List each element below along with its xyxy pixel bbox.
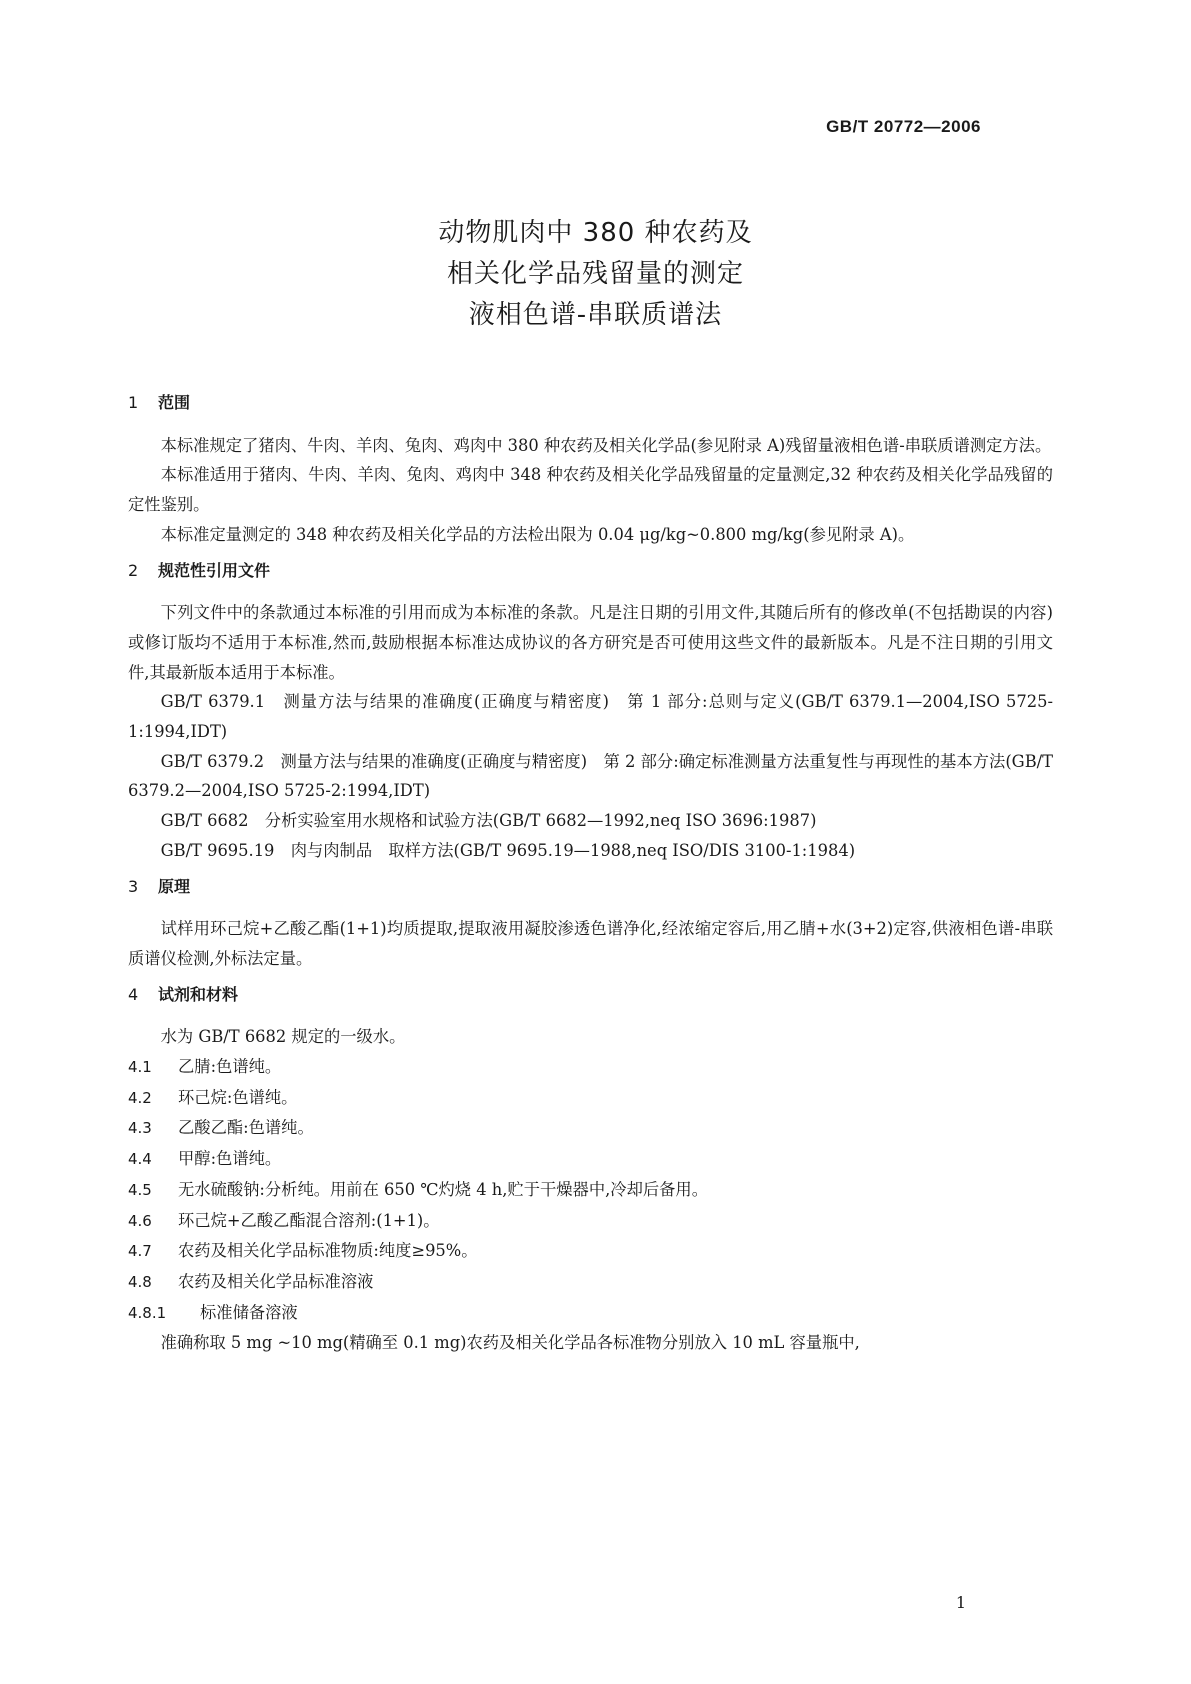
page-number: 1 — [955, 1593, 966, 1612]
title-line-1: 动物肌肉中 380 种农药及 — [438, 218, 753, 248]
list-item-4-3 — [128, 1113, 1053, 1144]
item-number: 4.3 — [128, 1119, 152, 1138]
paragraph: 本标准定量测定的 348 种农药及相关化学品的方法检出限为 0.04 μg/kg~0.800 mg/kg(参见附录 A)。 — [160, 524, 915, 544]
normative-reference: GB/T 6379.2 测量方法与结果的准确度(正确度与精密度) 第 2 部分:确定标准测量方法重复性与再现性的基本方法(GB/T 6379.2—2004,ISO 5725-2:1994,IDT) — [128, 751, 1053, 801]
paragraph: 准确称取 5 mg ~10 mg(精确至 0.1 mg)农药及相关化学品各标准物分别放入 10 mL 容量瓶中, — [160, 1333, 860, 1353]
normative-reference: GB/T 6379.1 测量方法与结果的准确度(正确度与精密度) 第 1 部分:总则与定义(GB/T 6379.1—2004,ISO 5725-1:1994,IDT) — [128, 692, 1053, 742]
title-line-2: 相关化学品残留量的测定 — [446, 259, 744, 289]
section-number: 4 — [128, 984, 139, 1004]
list-item-4-6 — [128, 1206, 1053, 1237]
item-number: 4.5 — [128, 1180, 152, 1199]
normative-reference: GB/T 9695.19 肉与肉制品 取样方法(GB/T 9695.19—1988,neq ISO/DIS 3100-1:1984) — [160, 840, 856, 860]
list-item-4-1 — [128, 1052, 1053, 1083]
list-item-4-2 — [128, 1083, 1053, 1114]
paragraph: 试样用环己烷+乙酸乙酯(1+1)均质提取,提取液用凝胶渗透色谱净化,经浓缩定容后,用乙腈+水(3+2)定容,供液相色谱-串联质谱仪检测,外标法定量。 — [128, 919, 1053, 968]
item-text: 环己烷+乙酸乙酯混合溶剂:(1+1)。 — [178, 1210, 440, 1230]
item-text: 乙酸乙酯:色谱纯。 — [178, 1118, 314, 1138]
section-title: 规范性引用文件 — [158, 560, 271, 580]
normative-reference: GB/T 6682 分析实验室用水规格和试验方法(GB/T 6682—1992,neq ISO 3696:1987) — [160, 811, 817, 831]
paragraph: 下列文件中的条款通过本标准的引用而成为本标准的条款。凡是注日期的引用文件,其随后所有的修改单(不包括勘误的内容)或修订版均不适用于本标准,然而,鼓励根据本标准达成协议的各方研究是否可使用这些文件的最新版本。凡是不注日期的引用文件,其最新版本适用于本标准。 — [128, 603, 1053, 682]
list-item-4-7 — [128, 1236, 1053, 1267]
item-text: 乙腈:色谱纯。 — [178, 1057, 282, 1077]
paragraph: 本标准规定了猪肉、牛肉、羊肉、兔肉、鸡肉中 380 种农药及相关化学品(参见附录 A)残留量液相色谱-串联质谱测定方法。 — [160, 435, 1052, 455]
section-1-heading — [128, 388, 1053, 418]
list-item-4-8 — [128, 1267, 1053, 1298]
paragraph: 水为 GB/T 6682 规定的一级水。 — [160, 1027, 406, 1047]
item-text: 标准储备溶液 — [200, 1302, 298, 1322]
section-title: 试剂和材料 — [158, 984, 239, 1004]
section-number: 1 — [128, 393, 139, 412]
list-item-4-5 — [128, 1175, 1053, 1206]
item-number: 4.4 — [128, 1150, 152, 1169]
item-number: 4.7 — [128, 1242, 152, 1261]
section-title: 范围 — [158, 393, 191, 412]
section-number: 2 — [128, 560, 139, 580]
list-item-4-8-1 — [128, 1298, 1053, 1329]
item-text: 甲醇:色谱纯。 — [178, 1149, 282, 1169]
item-number: 4.2 — [128, 1088, 152, 1107]
section-number: 3 — [128, 876, 139, 896]
title-line-3: 液相色谱-串联质谱法 — [468, 300, 723, 330]
document-title — [0, 213, 1191, 336]
item-number: 4.1 — [128, 1058, 152, 1077]
item-number: 4.8.1 — [128, 1303, 167, 1322]
item-text: 环己烷:色谱纯。 — [178, 1087, 298, 1107]
section-title: 原理 — [158, 876, 191, 896]
section-4-heading — [128, 980, 1053, 1010]
item-text: 农药及相关化学品标准物质:纯度≥95%。 — [178, 1241, 478, 1261]
section-2-heading — [128, 556, 1053, 586]
list-item-4-4 — [128, 1144, 1053, 1175]
standard-code: GB/T 20772—2006 — [826, 117, 981, 136]
item-text: 农药及相关化学品标准溶液 — [178, 1271, 374, 1291]
document-body — [128, 385, 1053, 1358]
section-3-heading — [128, 872, 1053, 902]
item-number: 4.8 — [128, 1272, 152, 1291]
item-number: 4.6 — [128, 1211, 152, 1230]
item-text: 无水硫酸钠:分析纯。用前在 650 ℃灼烧 4 h,贮于干燥器中,冷却后备用。 — [178, 1179, 708, 1199]
paragraph: 本标准适用于猪肉、牛肉、羊肉、兔肉、鸡肉中 348 种农药及相关化学品残留量的定量测定,32 种农药及相关化学品残留的定性鉴别。 — [128, 465, 1053, 515]
